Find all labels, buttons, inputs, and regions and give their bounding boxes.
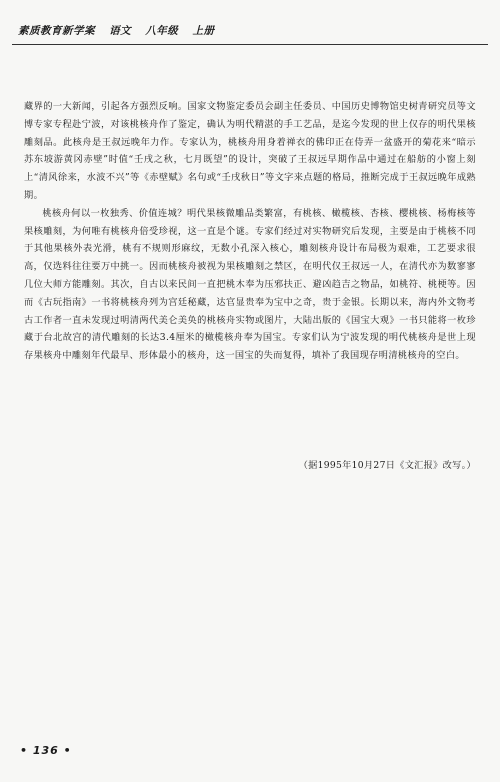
header-subject: 语文 [109,25,132,37]
header-series: 素质教育新学案 [18,25,95,37]
header-rule [12,44,488,45]
running-header [6,14,494,54]
header-volume: 上册 [192,25,215,37]
article-body [24,98,476,365]
header-title [18,23,224,38]
source-citation: （据1995年10月27日《文汇报》改写。） [298,460,476,471]
page-number: • 136 • [20,744,72,757]
paragraph-2: 桃核舟何以一枚独秀、价值连城？明代果核微雕品类繁富，有桃核、橄榄核、杏核、樱桃核、杨梅核等果核雕刻，为何唯有桃核舟倍受珍视，这一直是个谜。专家们经过对实物研究后发现，主要是由于桃核不同于其他果核外表光滑，桃有不规则形麻纹，无数小孔深入核心，雕刻核舟设计布局极为艰难，工艺要求很高，仅选料往往要万中挑一。因而桃核舟被视为果核雕刻之禁区，在明代仅王叔远一人，在清代亦为数寥寥几位大师方能雕刻。其次，自古以来民间一直把桃木奉为压邪扶正、避凶趋吉之物品，如桃符、桃梗等。因而《古玩指南》一书将桃核舟列为宫廷秘藏，达官显贵奉为宝中之奇，贵于金银。长期以来，海内外文物考古工作者一直未发现过明清两代美仑美奂的桃核舟实物或图片，大陆出版的《国宝大观》一书只能将一枚珍藏于台北故宫的清代雕刻的长达3.4厘米的橄榄核舟奉为国宝。专家们认为宁波发现的明代桃核舟是世上现存果核舟中雕刻年代最早、形体最小的核舟，这一国宝的失而复得，填补了我国现存明清桃核舟的空白。 [24,207,476,362]
header-grade: 八年级 [145,25,179,37]
paragraph-1: 藏界的一大新闻，引起各方强烈反响。国家文物鉴定委员会副主任委员、中国历史博物馆史树青研究员等文博专家专程赴宁波，对该桃核舟作了鉴定，确认为明代精湛的手工艺品，是迄今发现的世上仅存的明代果核雕刻品。此核舟是王叔远晚年力作。专家认为，桃核舟用身着禅衣的佛印正在侍弄一盆盛开的菊花来“暗示苏东坡游黄冈赤壁”时值“壬戌之秋，七月既望”的设计，突破了王叔远早期作品中通过在船舫的小窗上刻上“清风徐来，水波不兴”等《赤壁赋》名句或“壬戌秋日”等文字来点题的格局，推断完成于王叔远晚年成熟期。 [24,101,476,201]
